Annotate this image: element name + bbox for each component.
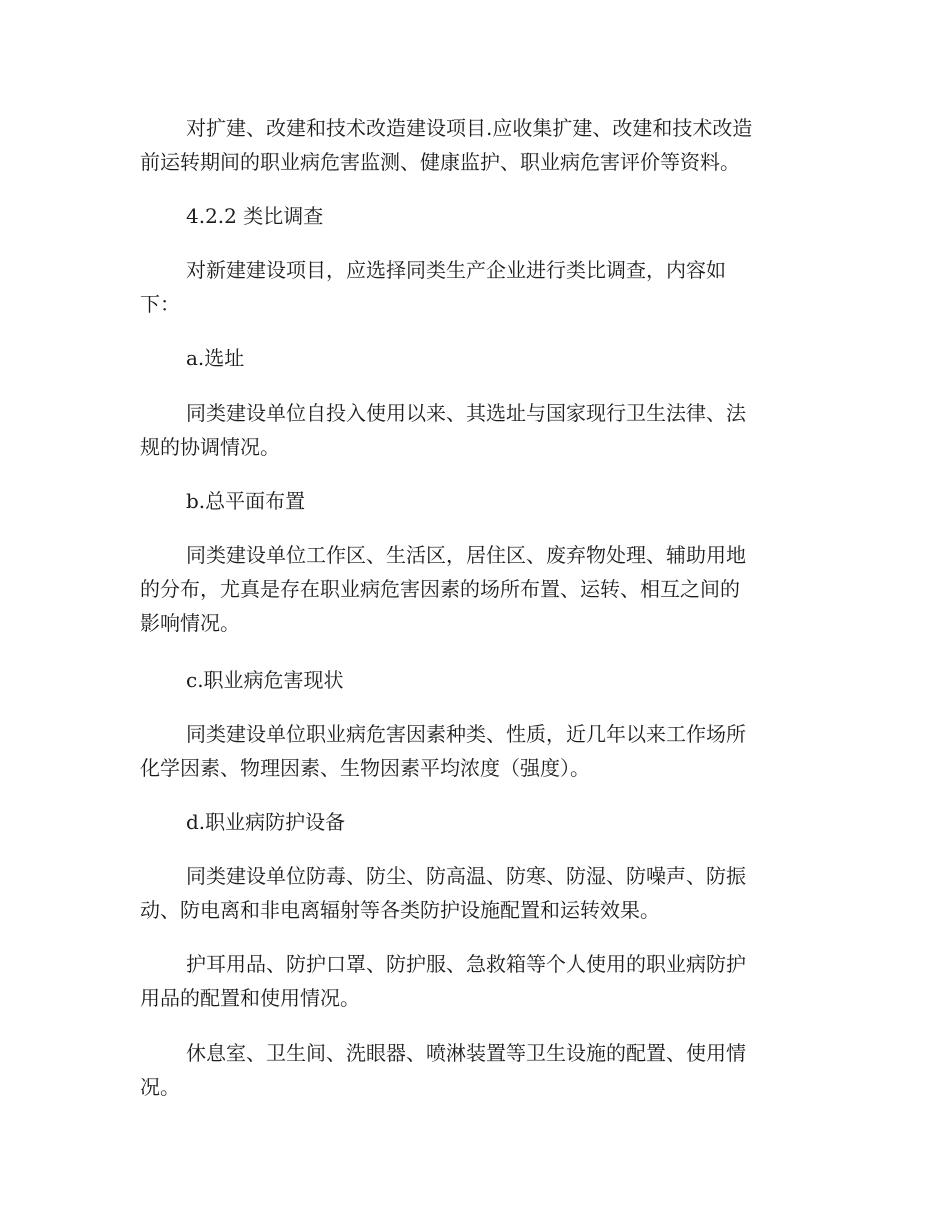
paragraph-line: 况。 bbox=[140, 1075, 180, 1099]
item-heading-d: d.职业病防护设备 bbox=[186, 810, 346, 834]
paragraph-line: 休息室、卫生间、洗眼器、喷淋装置等卫生设施的配置、使用情 bbox=[186, 1041, 746, 1065]
section-heading-4-2-2: 4.2.2 类比调查 bbox=[186, 204, 324, 228]
paragraph-line: 影响情况。 bbox=[140, 611, 240, 635]
paragraph-line: 下： bbox=[140, 292, 180, 316]
paragraph-line: 动、防电离和非电离辐射等各类防护设施配置和运转效果。 bbox=[140, 898, 660, 922]
paragraph-line: 规的协调情况。 bbox=[140, 435, 280, 459]
paragraph-sanitary-facilities bbox=[140, 1036, 810, 1104]
paragraph-expansion-projects bbox=[140, 111, 810, 179]
paragraph-line: 同类建设单位工作区、生活区，居住区、废弃物处理、辅助用地 bbox=[186, 543, 746, 567]
paragraph-new-projects bbox=[140, 253, 810, 321]
paragraph-hazard-status bbox=[140, 717, 810, 785]
paragraph-line: 化学因素、物理因素、生物因素平均浓度（强度）。 bbox=[140, 756, 590, 780]
paragraph-protective-facilities bbox=[140, 859, 810, 927]
paragraph-line: 的分布，尤真是存在职业病危害因素的场所布置、运转、相互之间的 bbox=[140, 577, 740, 601]
paragraph-site-selection bbox=[140, 396, 810, 464]
paragraph-layout bbox=[140, 538, 810, 640]
paragraph-line: 同类建设单位自投入使用以来、其选址与国家现行卫生法律、法 bbox=[186, 401, 746, 425]
paragraph-line: 对扩建、改建和技术改造建设项目.应收集扩建、改建和技术改造 bbox=[186, 116, 753, 140]
paragraph-line: 用品的配置和使用情况。 bbox=[140, 986, 360, 1010]
item-heading-b: b.总平面布置 bbox=[186, 489, 306, 513]
paragraph-line: 护耳用品、防护口罩、防护服、急救箱等个人使用的职业病防护 bbox=[186, 952, 746, 976]
paragraph-line: 同类建设单位防毒、防尘、防高温、防寒、防湿、防噪声、防振 bbox=[186, 864, 746, 888]
paragraph-line: 前运转期间的职业病危害监测、健康监护、职业病危害评价等资料。 bbox=[140, 150, 740, 174]
item-heading-c: c.职业病危害现状 bbox=[186, 668, 344, 692]
paragraph-line: 对新建建设项目，应选择同类生产企业进行类比调查，内容如 bbox=[186, 258, 726, 282]
paragraph-line: 同类建设单位职业病危害因素种类、性质，近几年以来工作场所 bbox=[186, 722, 746, 746]
item-heading-a: a.选址 bbox=[186, 346, 245, 370]
paragraph-personal-protective-equipment bbox=[140, 947, 810, 1015]
